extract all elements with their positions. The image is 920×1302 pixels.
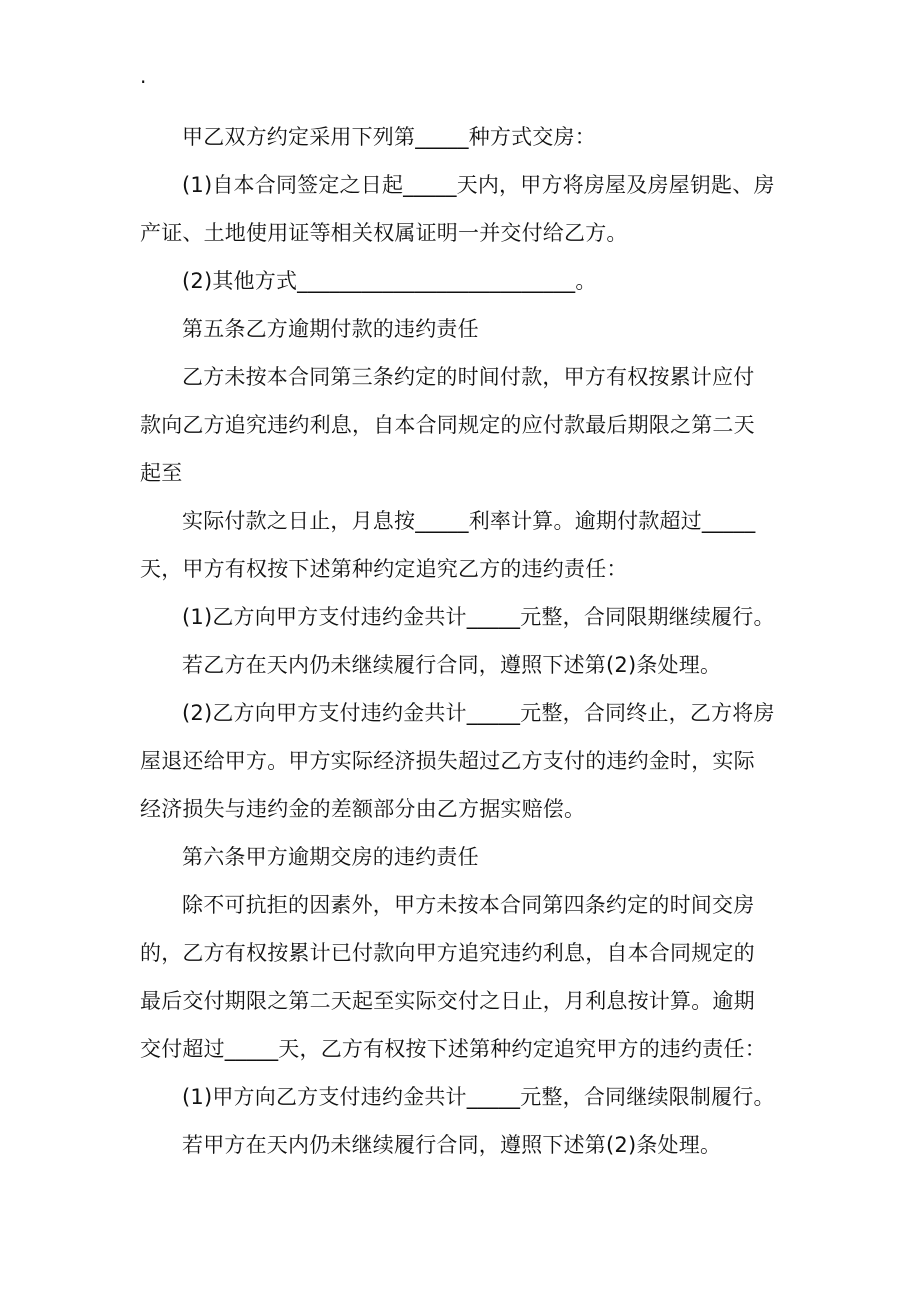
text-line: 除不可抗拒的因素外，甲方未按本合同第四条约定的时间交房 [182,893,755,917]
text-line: (2)乙方向甲方支付违约金共计_____元整，合同终止，乙方将房 [182,701,775,725]
text-line: 实际付款之日止，月息按_____利率计算。逾期付款超过_____ [182,509,756,533]
text-line: (1)自本合同签定之日起_____天内，甲方将房屋及房屋钥匙、房 [182,173,775,197]
text-line: 乙方未按本合同第三条约定的时间付款，甲方有权按累计应付 [182,365,755,389]
section-heading: 第五条乙方逾期付款的违约责任 [182,317,479,341]
text-line: 甲乙双方约定采用下列第_____种方式交房： [182,125,596,149]
text-line: 款向乙方追究违约利息，自本合同规定的应付款最后期限之第二天 [140,413,755,437]
text-line: 天，甲方有权按下述第种约定追究乙方的违约责任： [140,557,628,581]
text-line: (1)乙方向甲方支付违约金共计_____元整，合同限期继续履行。 [182,605,775,629]
text-line: 的，乙方有权按累计已付款向甲方追究违约利息，自本合同规定的 [140,941,755,965]
text-line: 若乙方在天内仍未继续履行合同，遵照下述第(2)条处理。 [182,653,722,677]
page-marker: . [140,64,147,88]
text-line: 最后交付期限之第二天起至实际交付之日止，月利息按计算。逾期 [140,989,755,1013]
text-line: 起至 [140,461,183,485]
text-line: 若甲方在天内仍未继续履行合同，遵照下述第(2)条处理。 [182,1133,722,1157]
section-heading: 第六条甲方逾期交房的违约责任 [182,845,479,869]
text-line: (1)甲方向乙方支付违约金共计_____元整，合同继续限制履行。 [182,1085,775,1109]
text-line: 产证、土地使用证等相关权属证明一并交付给乙方。 [140,221,628,245]
text-line: 交付超过_____天，乙方有权按下述第种约定追究甲方的违约责任： [140,1037,766,1061]
text-line: 屋退还给甲方。甲方实际经济损失超过乙方支付的违约金时，实际 [140,749,755,773]
text-line: 经济损失与违约金的差额部分由乙方据实赔偿。 [140,797,586,821]
text-line: (2)其他方式__________________________。 [182,269,597,293]
